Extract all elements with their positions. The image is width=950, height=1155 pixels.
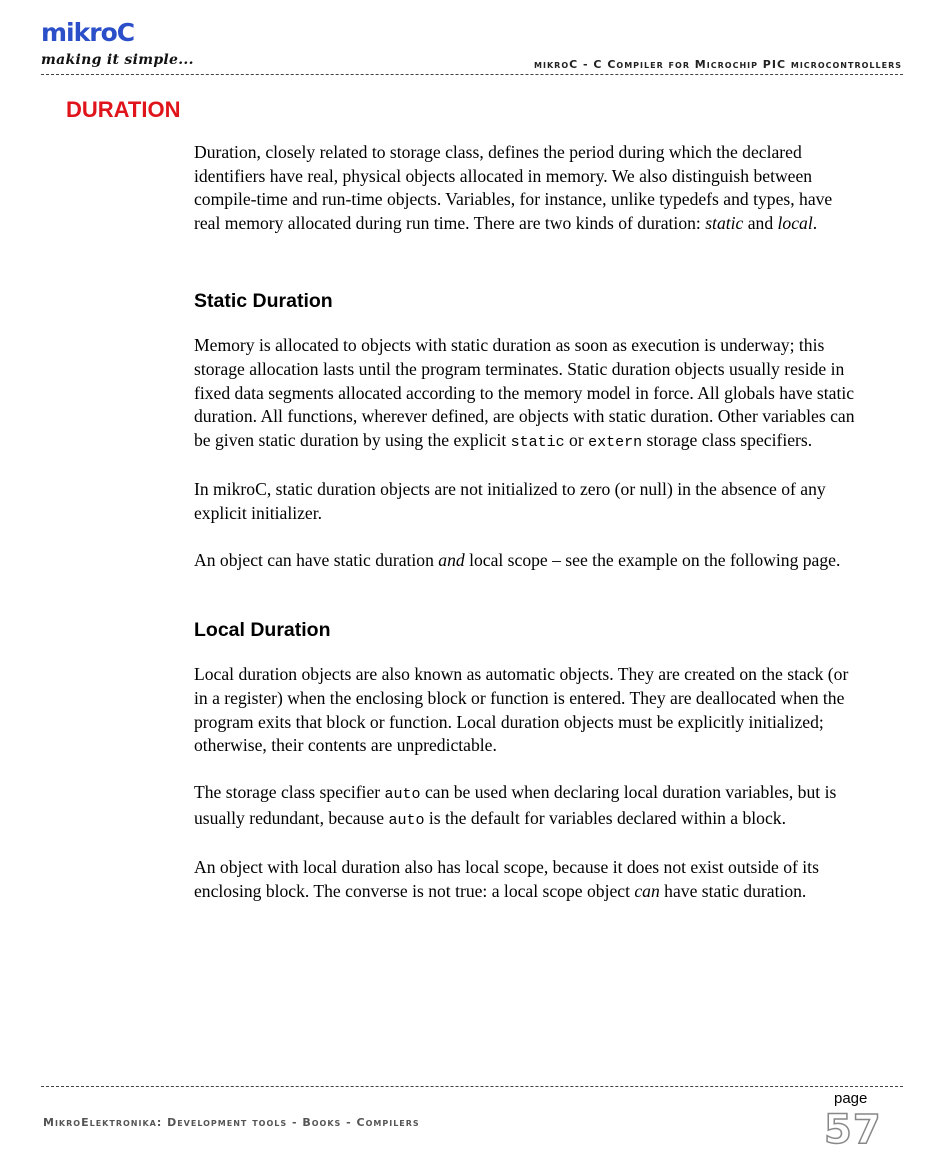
code-auto-2: auto [388, 811, 425, 829]
mikroc-logo: mikroC [41, 18, 135, 47]
header-divider [41, 74, 903, 75]
footer-publisher: MikroElektronika: Development tools - Books - Compilers [43, 1116, 420, 1129]
intro-static-word: static [705, 212, 744, 233]
static-p1-end: storage class specifiers. [642, 429, 813, 450]
static-p3-end: local scope – see the example on the following page. [464, 549, 841, 570]
section-title: DURATION [66, 97, 181, 122]
intro-end: . [812, 212, 818, 233]
local-p3-end: have static duration. [659, 880, 807, 901]
static-p1-text: Memory is allocated to objects with static duration as soon as execution is underway; this storage allocation lasts until the program terminates. Static duration objects usually reside in fixed data segments allocated according to the memory model in force. All globals have static duration. All functions, wherever defined, are objects with static duration. Other variables can be given static duration by using the explicit [194, 335, 855, 450]
local-duration-paragraph-1: Local duration objects are also known as automatic objects. They are created on the stack (or in a register) when the enclosing block or function is entered. They are deallocated when the program exits that block or function. Local duration objects must be explicitly initialized; otherwise, their contents are unpredictable. [194, 664, 849, 756]
local-p2-mid: can be used when declaring local duration variables, but is usually redundant, because [194, 782, 837, 828]
local-duration-paragraph-2 [194, 781, 860, 832]
static-duration-paragraph-2: In mikroC, static duration objects are not initialized to zero (or null) in the absence of any explicit initializer. [194, 478, 826, 523]
static-duration-heading: Static Duration [194, 290, 333, 313]
code-static: static [510, 433, 565, 451]
page-number: 57 [824, 1107, 882, 1153]
static-duration-paragraph-1 [194, 334, 860, 454]
intro-paragraph [194, 141, 860, 235]
local-p2-start: The storage class specifier [194, 782, 385, 803]
footer-divider [41, 1086, 903, 1087]
local-p2-end: is the default for variables declared within a block. [424, 807, 786, 828]
intro-text: Duration, closely related to storage class, defines the period during which the declared identifiers have real, physical objects allocated in memory. We also distinguish between compile-time and run-time objects. Variables, for instance, unlike typedefs and types, have real memory allocated during run time. There are two kinds of duration: [194, 142, 833, 233]
page-content [194, 141, 860, 903]
local-duration-heading: Local Duration [194, 619, 331, 642]
local-p3-start: An object with local duration also has local scope, because it does not exist outside of its enclosing block. The converse is not true: a local scope object [194, 857, 819, 901]
static-duration-paragraph-3 [194, 549, 860, 573]
local-duration-paragraph-3 [194, 856, 860, 903]
code-extern: extern [588, 433, 643, 451]
header-brand: mikroC [534, 58, 579, 71]
intro-local-word: local [777, 212, 813, 233]
static-p1-or: or [564, 429, 589, 450]
tagline: making it simple... [41, 52, 194, 68]
header-title [534, 58, 902, 71]
intro-and: and [743, 212, 778, 233]
page-label: page [834, 1090, 868, 1107]
header-subtitle: - C Compiler for Microchip PIC microcontrollers [578, 58, 902, 71]
code-auto: auto [384, 786, 421, 804]
local-p3-em: can [634, 880, 660, 901]
static-p3-start: An object can have static duration [194, 549, 439, 570]
static-p3-em: and [438, 549, 465, 570]
